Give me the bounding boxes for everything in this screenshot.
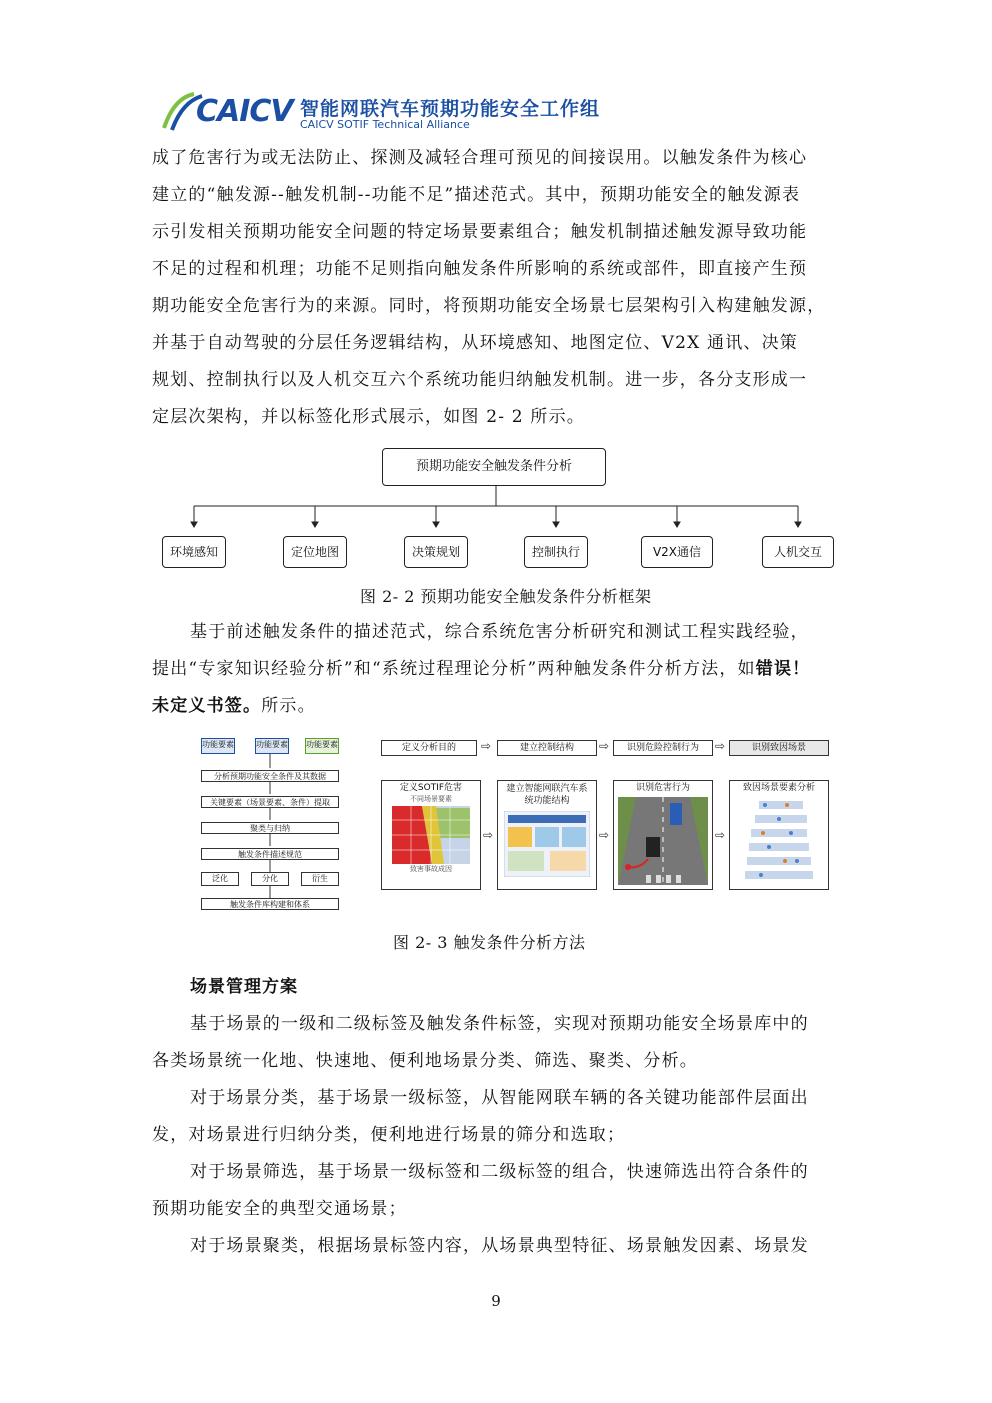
left-step-node: 关键要素（场景要素、条件）提取 bbox=[201, 796, 339, 808]
text-line: 对于场景分类，基于场景一级标签，从智能网联车辆的各关键功能部件层面出 bbox=[190, 1088, 809, 1108]
process-step: 识别致因场景 bbox=[729, 740, 829, 756]
text-span: 提出“专家知识经验分析”和“系统过程理论分析”两种触发条件分析方法，如 bbox=[152, 659, 756, 679]
left-bottom-node: 分化 bbox=[251, 872, 289, 886]
left-top-node: 功能要素 bbox=[201, 738, 235, 754]
text-line: 并基于自动驾驶的分层任务逻辑结构，从环境感知、地图定位、V2X 通讯、决策 bbox=[152, 333, 798, 353]
arrow-right-icon: ⇨ bbox=[715, 828, 726, 842]
paragraph-5 bbox=[152, 1154, 842, 1228]
process-panel bbox=[497, 780, 597, 890]
text-line: 基于场景的一级和二级标签及触发条件标签，实现对预期功能安全场景库中的 bbox=[190, 1014, 809, 1034]
paragraph-4 bbox=[152, 1080, 842, 1154]
diagram-root-node: 预期功能安全触发条件分析 bbox=[382, 448, 606, 486]
panel-title: 定义SOTIF危害 bbox=[399, 783, 463, 793]
text-line bbox=[152, 688, 842, 725]
figure-2-2-diagram bbox=[150, 448, 842, 573]
left-bottom-node: 泛化 bbox=[201, 872, 239, 886]
paragraph-6 bbox=[152, 1228, 842, 1265]
system-structure-icon bbox=[504, 811, 590, 877]
left-step-node: 聚类与归纳 bbox=[201, 822, 339, 834]
text-line bbox=[152, 651, 842, 688]
risk-heatmap-icon bbox=[392, 806, 470, 864]
page-header bbox=[160, 88, 620, 134]
header-title: 智能网联汽车预期功能安全工作组 bbox=[300, 98, 601, 120]
process-panel bbox=[381, 780, 481, 890]
process-step: 识别危险控制行为 bbox=[613, 740, 713, 756]
arrow-right-icon: ⇨ bbox=[481, 739, 492, 753]
text-line: 基于前述触发条件的描述范式，综合系统危害分析研究和测试工程实践经验， bbox=[190, 622, 809, 642]
text-span: 所示。 bbox=[261, 696, 316, 716]
diagram-child-node: 控制执行 bbox=[524, 536, 588, 568]
logo-text: CAICV bbox=[196, 94, 293, 129]
panel-title: 致因场景要素分析 bbox=[742, 783, 815, 793]
left-bottom-node: 衍生 bbox=[301, 872, 339, 886]
diagram-child-node: 环境感知 bbox=[162, 536, 226, 568]
error-text: 未定义书签。 bbox=[152, 696, 262, 716]
diagram-child-node: V2X通信 bbox=[641, 536, 713, 568]
scene-elements-icon bbox=[739, 797, 819, 885]
diagram-child-node: 人机交互 bbox=[762, 536, 834, 568]
text-line: 定层次架构，并以标签化形式展示，如图 2- 2 所示。 bbox=[152, 407, 585, 427]
figure-2-3-diagram bbox=[195, 732, 840, 914]
header-subtitle: CAICV SOTIF Technical Alliance bbox=[300, 118, 470, 131]
left-step-node: 分析预期功能安全条件及其数据 bbox=[201, 770, 339, 782]
process-panel bbox=[729, 780, 829, 890]
error-text: 错误！ bbox=[755, 659, 811, 679]
left-top-node: 功能要素 bbox=[305, 738, 339, 754]
process-step: 定义分析目的 bbox=[381, 740, 477, 756]
figure-2-2-caption: 图 2- 2 预期功能安全触发条件分析框架 bbox=[360, 587, 652, 606]
arrow-right-icon: ⇨ bbox=[599, 739, 610, 753]
arrow-right-icon: ⇨ bbox=[715, 739, 726, 753]
section-heading: 场景管理方案 bbox=[190, 977, 298, 997]
paragraph-1 bbox=[152, 140, 842, 436]
process-panel bbox=[613, 780, 713, 890]
left-step-node: 触发条件描述规范 bbox=[201, 848, 339, 860]
text-line: 对于场景筛选，基于场景一级标签和二级标签的组合，快速筛选出符合条件的 bbox=[190, 1162, 809, 1182]
paragraph-3 bbox=[152, 1006, 842, 1080]
text-line: 不足的过程和机理；功能不足则指向触发条件所影响的系统或部件，即直接产生预 bbox=[152, 259, 808, 279]
process-step: 建立控制结构 bbox=[497, 740, 597, 756]
text-line: 发，对场景进行归纳分类，便利地进行场景的筛分和选取； bbox=[152, 1125, 626, 1145]
text-line: 示引发相关预期功能安全问题的特定场景要素组合；触发机制描述触发源导致功能 bbox=[152, 222, 808, 242]
text-line: 成了危害行为或无法防止、探测及减轻合理可预见的间接误用。以触发条件为核心 bbox=[152, 148, 808, 168]
arrow-right-icon: ⇨ bbox=[483, 828, 494, 842]
road-scene-icon bbox=[618, 797, 708, 885]
paragraph-2 bbox=[152, 614, 842, 725]
text-line: 期功能安全危害行为的来源。同时，将预期功能安全场景七层架构引入构建触发源， bbox=[152, 296, 826, 316]
text-line: 预期功能安全的典型交通场景； bbox=[152, 1199, 407, 1219]
text-line: 各类场景统一化地、快速地、便利地场景分类、筛选、聚类、分析。 bbox=[152, 1051, 698, 1071]
panel-note: 不同场景要素 bbox=[410, 795, 452, 803]
text-line: 规划、控制执行以及人机交互六个系统功能归纳触发机制。进一步，各分支形成一 bbox=[152, 370, 808, 390]
text-line: 对于场景聚类，根据场景标签内容，从场景典型特征、场景触发因素、场景发 bbox=[190, 1236, 809, 1256]
diagram-child-node: 定位地图 bbox=[283, 536, 347, 568]
figure-2-3-caption: 图 2- 3 触发条件分析方法 bbox=[393, 933, 586, 952]
panel-note: 致害事故成因 bbox=[410, 865, 452, 873]
page-number: 9 bbox=[491, 1292, 501, 1310]
panel-title: 建立智能网联汽车系统功能结构 bbox=[506, 784, 588, 806]
text-line: 建立的“触发源--触发机制--功能不足”描述范式。其中，预期功能安全的触发源表 bbox=[152, 185, 801, 205]
arrow-right-icon: ⇨ bbox=[599, 828, 610, 842]
diagram-child-node: 决策规划 bbox=[404, 536, 468, 568]
left-top-node: 功能要素 bbox=[255, 738, 289, 754]
panel-title: 识别危害行为 bbox=[635, 783, 690, 793]
left-step-node: 触发条件库构建和体系 bbox=[201, 898, 339, 910]
